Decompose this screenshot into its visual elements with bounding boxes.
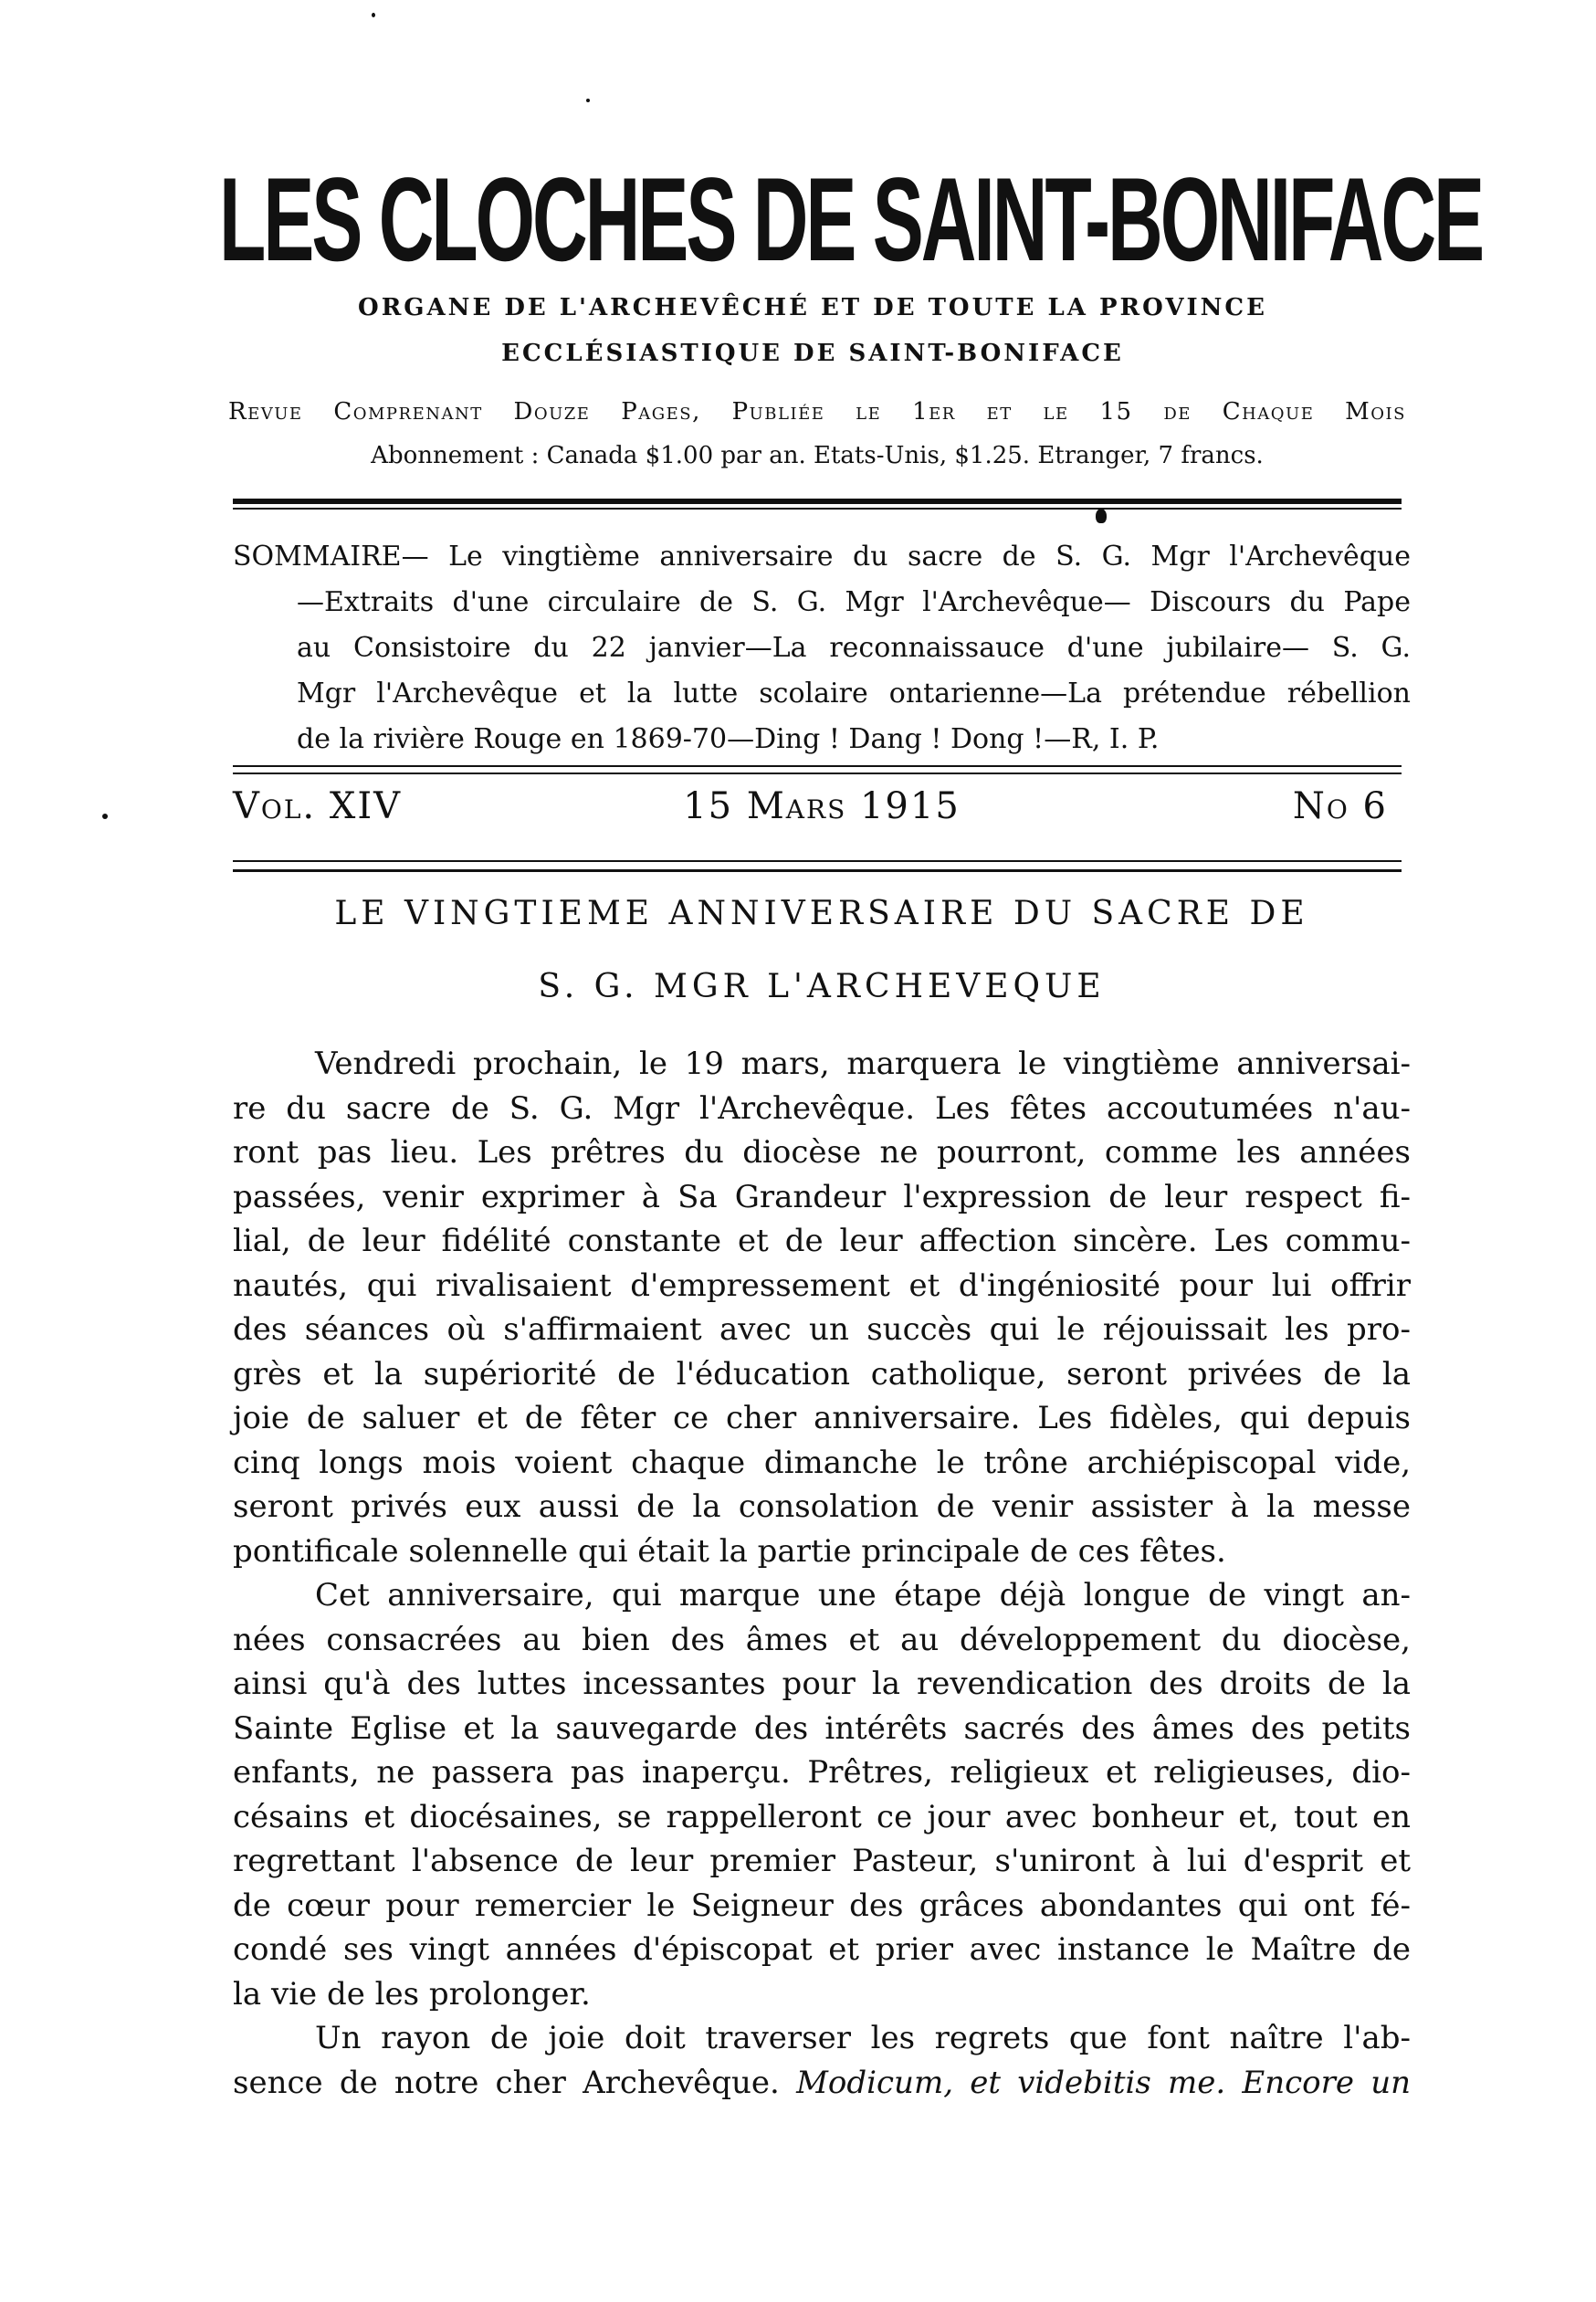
organ-line-2: ECCLÉSIASTIQUE DE SAINT-BONIFACE [501,340,1124,367]
header-rule-thin [233,508,1402,510]
ornament-bullet [1096,509,1107,523]
toc-rule [233,765,1402,767]
body-line-last [233,2061,1411,2106]
issue-rule [233,869,1402,872]
body-line: seront privés eux aussi de la consolation de venir assister à la messe [233,1488,1411,1525]
body-line: passées, venir exprimer à Sa Grandeur l'expression de leur respect fi- [233,1178,1411,1215]
header-rule [233,499,1402,504]
body-line: regrettant l'absence de leur premier Pasteur, s'uniront à lui d'esprit et [233,1843,1411,1879]
body-line: Sainte Eglise et la sauvegarde des intérêts sacrés des âmes des petits [233,1709,1411,1747]
article-title-line-2: S. G. MGR L'ARCHEVEQUE [538,968,1106,1005]
publication-schedule: Revue Comprenant Douze Pages, Publiée le 1er et le 15 de Chaque Mois [228,398,1406,426]
toc-line: de la rivière Rouge en 1869-70—Ding ! Dang ! Dong !—R, I. P. [297,723,1160,755]
masthead-title: LES CLOCHES DE SAINT-BONIFACE [219,152,1483,286]
issue-number: No 6 [1292,785,1388,827]
toc-line: SOMMAIRE— Le vingtième anniversaire du sacre de S. G. Mgr l'Archevêque [233,541,1411,573]
body-line: la vie de les prolonger. [233,1975,591,2013]
toc-line: au Consistoire du 22 janvier—La reconnaissauce d'une jubilaire— S. G. [297,632,1411,664]
body-line: Cet anniversaire, qui marque une étape déjà longue de vingt an- [315,1577,1411,1614]
body-line: cinq longs mois voient chaque dimanche le trône archiépiscopal vide, [233,1444,1411,1481]
body-line: re du sacre de S. G. Mgr l'Archevêque. Les fêtes accoutumées n'au- [233,1089,1411,1127]
toc-rule [233,773,1402,774]
organ-line-1: ORGANE DE L'ARCHEVÊCHÉ ET DE TOUTE LA PROVINCE [358,294,1267,321]
volume-number: Vol. XIV [233,785,403,827]
toc-line: —Extraits d'une circulaire de S. G. Mgr l'Archevêque— Discours du Pape [297,586,1411,618]
body-line: nées consacrées au bien des âmes et au développement du diocèse, [233,1621,1411,1658]
latin-quotation: Modicum, et videbitis me. Encore un [796,2064,1411,2101]
body-line: enfants, ne passera pas inaperçu. Prêtres, religieux et religieuses, dio- [233,1754,1411,1791]
ink-speck [102,814,108,819]
issue-date: 15 Mars 1915 [683,785,961,827]
body-line-last-start: sence de notre cher Archevêque. [233,2064,780,2101]
body-line: pontificale solennelle qui était la partie principale de ces fêtes. [233,1532,1226,1570]
issue-rule [233,860,1402,862]
subscription-rates: Abonnement : Canada $1.00 par an. Etats-Unis, $1.25. Etranger, 7 francs. [371,442,1264,469]
body-line: ront pas lieu. Les prêtres du diocèse ne pourront, comme les années [233,1134,1411,1171]
body-line: Vendredi prochain, le 19 mars, marquera le vingtième anniversai- [315,1046,1411,1082]
issue-info [233,785,1411,840]
table-of-contents [233,534,1411,762]
body-line: Un rayon de joie doit traverser les regrets que font naître l'ab- [315,2020,1411,2056]
body-line: césains et diocésaines, se rappelleront ce jour avec bonheur et, tout en [233,1798,1411,1835]
article-body [233,1042,1411,2105]
body-line: ainsi qu'à des luttes incessantes pour la revendication des droits de la [233,1666,1411,1702]
body-line: joie de saluer et de fêter ce cher anniversaire. Les fidèles, qui depuis [233,1400,1411,1436]
body-line: de cœur pour remercier le Seigneur des grâces abondantes qui ont fé- [233,1887,1411,1924]
article-title-line-1: LE VINGTIEME ANNIVERSAIRE DU SACRE DE [334,895,1309,932]
ink-speck [372,13,375,17]
body-line: condé ses vingt années d'épiscopat et prier avec instance le Maître de [233,1931,1411,1968]
toc-line: Mgr l'Archevêque et la lutte scolaire ontarienne—La prétendue rébellion [297,678,1411,710]
body-line: grès et la supériorité de l'éducation catholique, seront privées de la [233,1355,1411,1393]
body-line: lial, de leur fidélité constante et de leur affection sincère. Les commu- [233,1223,1411,1259]
ink-speck [586,99,590,102]
body-line: nautés, qui rivalisaient d'empressement et d'ingéniosité pour lui offrir [233,1267,1411,1304]
body-line: des séances où s'affirmaient avec un succès qui le réjouissait les pro- [233,1311,1411,1348]
